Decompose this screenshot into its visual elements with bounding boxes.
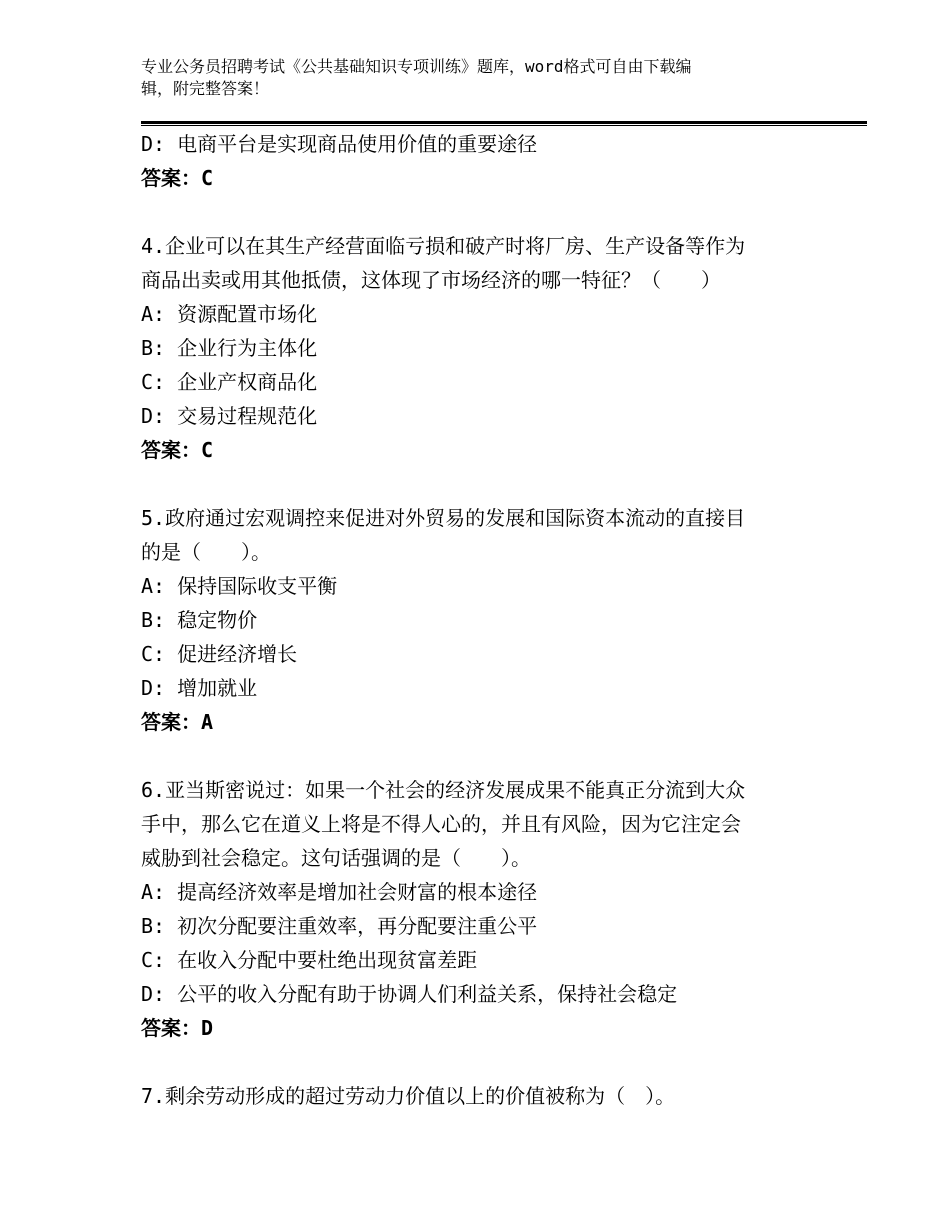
q6-option-c: C: 在收入分配中要杜绝出现贫富差距 <box>141 948 478 972</box>
q6-stem-line-2: 手中，那么它在道义上将是不得人心的，并且有风险，因为它注定会 <box>141 812 741 836</box>
question-list <box>141 127 811 1113</box>
q4-option-a: A: 资源配置市场化 <box>141 302 318 326</box>
q4-option-d: D: 交易过程规范化 <box>141 404 318 428</box>
q3-answer: 答案：C <box>141 166 214 190</box>
q4-stem-line-2: 商品出卖或用其他抵债，这体现了市场经济的哪一特征？（ ） <box>141 268 721 292</box>
spacer <box>141 739 811 773</box>
q5-answer: 答案：A <box>141 710 214 734</box>
q4-option-b: B: 企业行为主体化 <box>141 336 318 360</box>
q4-option-c: C: 企业产权商品化 <box>141 370 318 394</box>
q5-option-b: B: 稳定物价 <box>141 608 258 632</box>
spacer <box>141 195 811 229</box>
q6-stem-line-3: 威胁到社会稳定。这句话强调的是（ ）。 <box>141 846 531 870</box>
q5-option-a: A: 保持国际收支平衡 <box>141 574 338 598</box>
q4-stem-line-1: 4.企业可以在其生产经营面临亏损和破产时将厂房、生产设备等作为 <box>141 234 746 258</box>
spacer <box>141 1045 811 1079</box>
q5-option-c: C: 促进经济增长 <box>141 642 298 666</box>
header-divider <box>141 121 867 126</box>
q6-option-a: A: 提高经济效率是增加社会财富的根本途径 <box>141 880 538 904</box>
q5-stem-line-1: 5.政府通过宏观调控来促进对外贸易的发展和国际资本流动的直接目 <box>141 506 746 530</box>
header-line-1: 专业公务员招聘考试《公共基础知识专项训练》题库，word格式可自由下载编 <box>141 57 692 76</box>
q6-option-b: B: 初次分配要注重效率，再分配要注重公平 <box>141 914 538 938</box>
q7-stem-line-1: 7.剩余劳动形成的超过劳动力价值以上的价值被称为（ ）。 <box>141 1084 676 1108</box>
spacer <box>141 467 811 501</box>
q6-answer: 答案：D <box>141 1016 214 1040</box>
page-header <box>141 56 821 100</box>
q3-option-d: D: 电商平台是实现商品使用价值的重要途径 <box>141 132 538 156</box>
header-line-2: 辑，附完整答案！ <box>141 79 270 98</box>
q6-stem-line-1: 6.亚当斯密说过：如果一个社会的经济发展成果不能真正分流到大众 <box>141 778 746 802</box>
q5-stem-line-2: 的是（ ）。 <box>141 540 271 564</box>
q6-option-d: D: 公平的收入分配有助于协调人们利益关系，保持社会稳定 <box>141 982 678 1006</box>
q4-answer: 答案：C <box>141 438 214 462</box>
q5-option-d: D: 增加就业 <box>141 676 258 700</box>
